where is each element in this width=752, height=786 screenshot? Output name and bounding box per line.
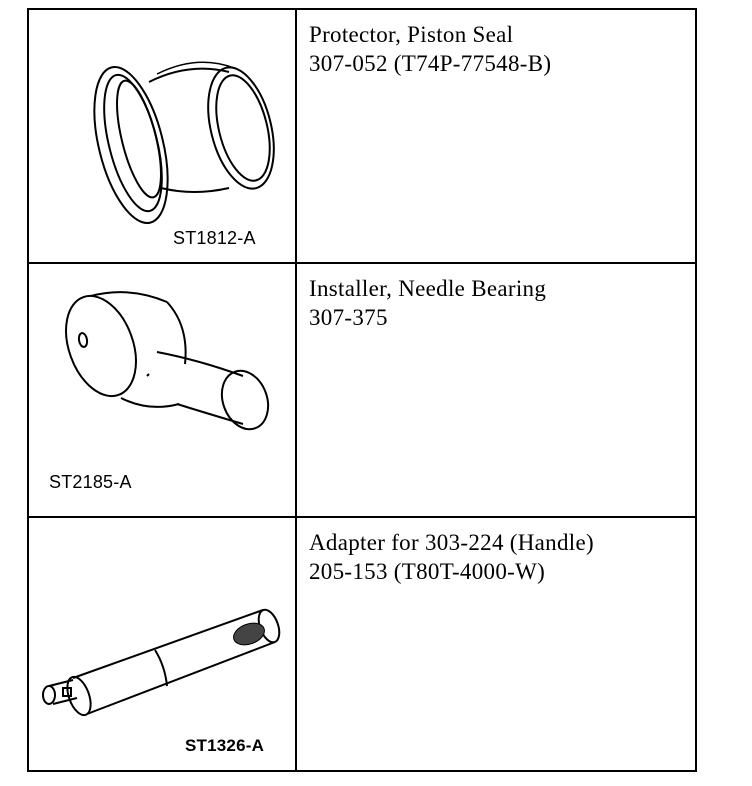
tool-name: Protector, Piston Seal xyxy=(309,22,514,47)
tool-row xyxy=(28,263,696,517)
tool-number: 205-153 (T80T-4000-W) xyxy=(309,559,546,584)
figure-code: ST1326-A xyxy=(185,736,265,755)
tool-description-cell xyxy=(296,263,696,517)
figure-code: ST2185-A xyxy=(49,472,132,492)
tool-row xyxy=(28,9,696,263)
tool-illustration-cell xyxy=(28,517,296,771)
handle-adapter-illustration xyxy=(29,518,295,772)
tool-description-cell xyxy=(296,9,696,263)
tool-illustration-cell xyxy=(28,263,296,517)
figure-code: ST1812-A xyxy=(173,228,256,248)
special-tools-table xyxy=(27,8,697,772)
tool-name: Installer, Needle Bearing xyxy=(309,276,547,301)
piston-seal-protector-illustration xyxy=(29,10,295,264)
tool-description-cell xyxy=(296,517,696,771)
tool-number: 307-375 xyxy=(309,305,388,330)
tool-name: Adapter for 303-224 (Handle) xyxy=(309,530,594,555)
tool-number: 307-052 (T74P-77548-B) xyxy=(309,51,552,76)
tool-row xyxy=(28,517,696,771)
tool-illustration-cell xyxy=(28,9,296,263)
